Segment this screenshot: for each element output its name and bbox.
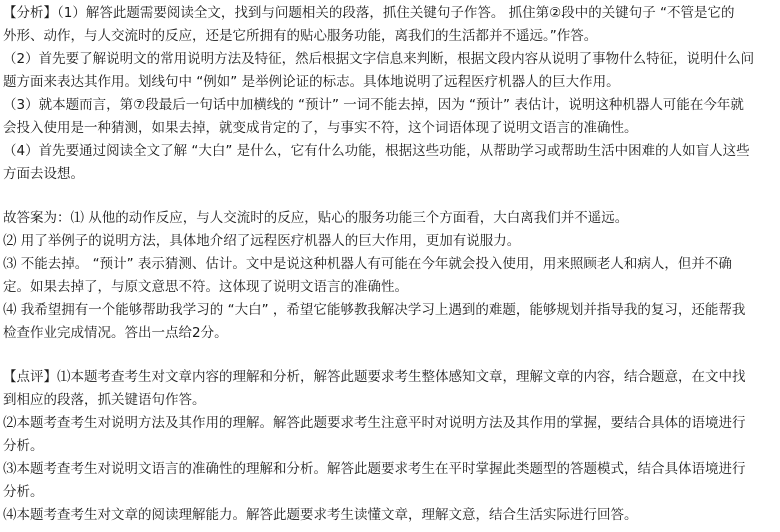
comment-line-6: 分析。 <box>3 484 44 500</box>
comment-line-7: ⑷本题考查考生对文章的阅读理解能力。解答此题要求考生读懂文章，理解文意，结合生活实际进行回答。 <box>3 507 638 523</box>
comment-line-5: ⑶本题考查考生对说明文语言的准确性的理解和分析。解答此题要求考生在平时掌握此类题型的答题模式，结合具体语境进行 <box>3 461 746 477</box>
analysis-line-6: 会投入使用是一种猜测，如果去掉，就变成肯定的了，与事实不符，这个词语体现了说明文语言的准确性。 <box>3 120 638 136</box>
answer-line-3: ⑶ 不能去掉。 “预计” 表示猜测、估计。文中是说这种机器人有可能在今年就会投入使用，用来照顾老人和病人，但并不确 <box>3 256 732 272</box>
answer-line-2: ⑵ 用了举例子的说明方法，具体地介绍了远程医疗机器人的巨大作用，更加有说服力。 <box>3 233 521 249</box>
comment-line-3: ⑵本题考查考生对说明方法及其作用的理解。解答此题要求考生注意平时对说明方法及其作用的掌握，要结合具体的语境进行 <box>3 415 746 431</box>
comment-line-1: 【点评】⑴本题考查考生对文章内容的理解和分析，解答此题要求考生整体感知文章，理解文章的内容，结合题意，在文中找 <box>3 369 746 385</box>
analysis-line-7: （4）首先要通过阅读全文了解 “大白” 是什么，它有什么功能，根据这些功能，从帮助学习或帮助生活中困难的人如盲人这些 <box>3 143 750 159</box>
answer-line-1: 故答案为：⑴ 从他的动作反应，与人交流时的反应，贴心的服务功能三个方面看，大白离我们并不遥远。 <box>3 210 629 226</box>
answer-line-4: 定。如果去掉了，与原文意思不符。这体现了说明文语言的准确性。 <box>3 279 408 295</box>
analysis-line-1: 【分析】（1）解答此题需要阅读全文，找到与问题相关的段落，抓住关键句子作答。 抓住第②段中的关键句子 “不管是它的 <box>3 5 735 21</box>
analysis-line-2: 外形、动作，与人交流时的反应，还是它所拥有的贴心服务功能，离我们的生活都并不遥远。”作答。 <box>3 28 598 44</box>
analysis-line-8: 方面去设想。 <box>3 166 84 182</box>
answer-line-5: ⑷ 我希望拥有一个能够帮助我学习的 “大白” ，希望它能够教我解决学习上遇到的难题，能够规划并指导我的复习，还能帮我 <box>3 302 746 318</box>
answer-line-6: 检查作业完成情况。答出一点给2分。 <box>3 325 228 341</box>
analysis-line-3: （2）首先要了解说明文的常用说明方法及特征，然后根据文字信息来判断，根据文段内容从说明了事物什么特征，说明什么问 <box>3 51 755 67</box>
analysis-line-5: （3）就本题而言，第⑦段最后一句话中加横线的 “预计” 一词不能去掉，因为 “预计” 表估计，说明这种机器人可能在今年就 <box>3 97 744 113</box>
analysis-line-4: 题方面来表达其作用。划线句中 “例如” 是举例论证的标志。具体地说明了远程医疗机器人的巨大作用。 <box>3 74 620 90</box>
comment-line-4: 分析。 <box>3 438 44 454</box>
comment-line-2: 到相应的段落，抓关键语句作答。 <box>3 392 206 408</box>
